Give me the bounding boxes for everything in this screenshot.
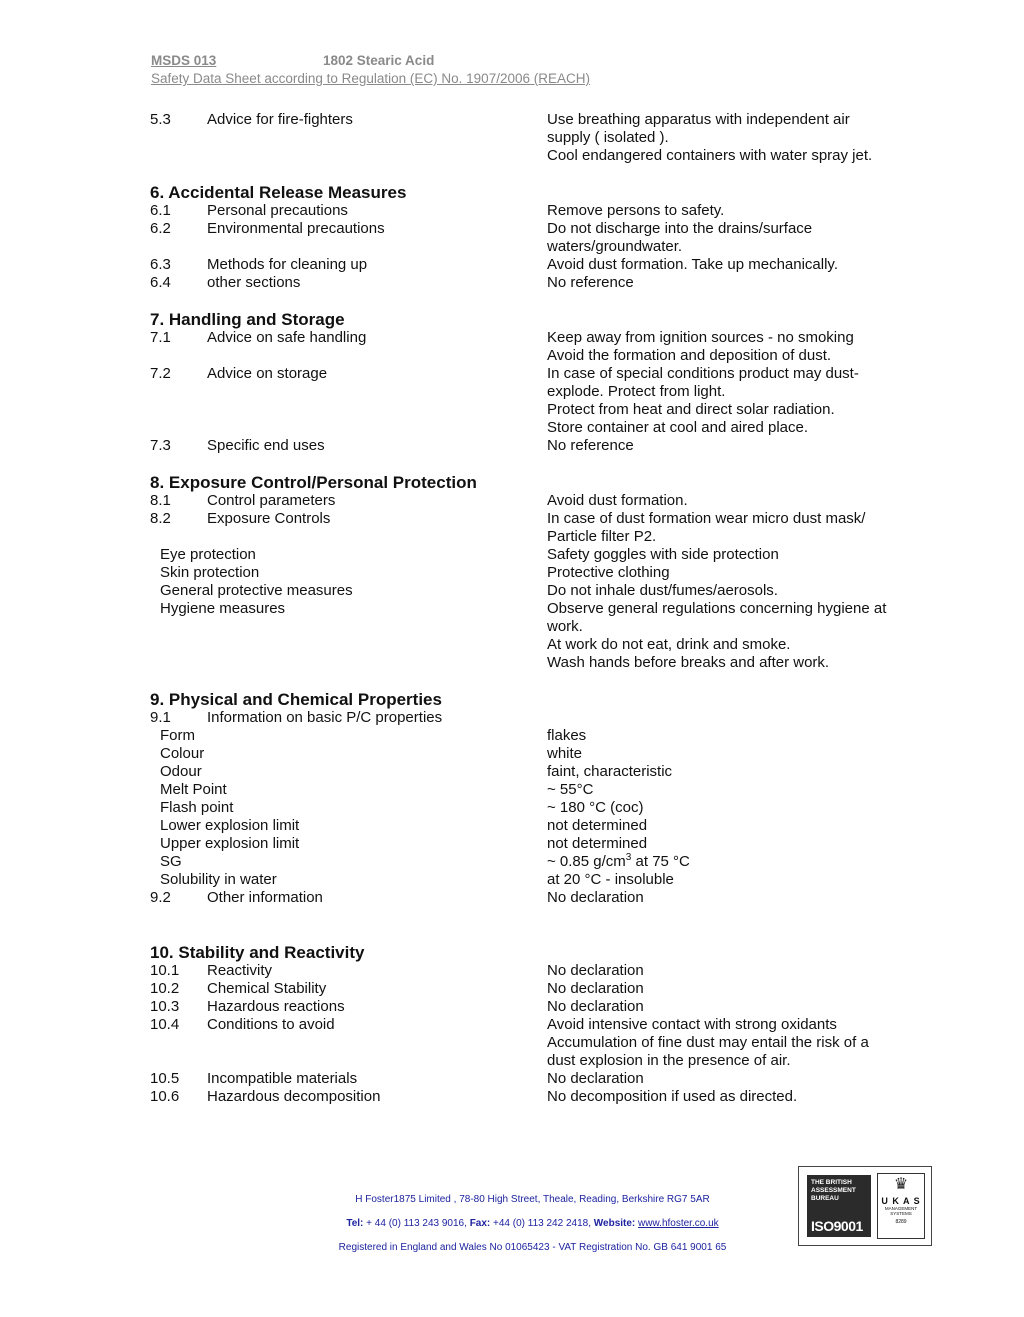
property-label: Colour bbox=[160, 745, 205, 762]
property-row bbox=[150, 799, 920, 817]
item-number: 8.2 bbox=[150, 510, 171, 527]
sds-content bbox=[150, 111, 920, 1124]
value-line: Avoid dust formation. Take up mechanically. bbox=[547, 256, 838, 273]
item-row bbox=[150, 600, 920, 672]
value-line: In case of special conditions product may dust- bbox=[547, 365, 859, 382]
item-row bbox=[150, 256, 920, 274]
bab-line: THE BRITISH bbox=[811, 1179, 852, 1186]
item-label: Exposure Controls bbox=[207, 510, 331, 527]
value-line: Accumulation of fine dust may entail the risk of a bbox=[547, 1034, 869, 1051]
value-line: Keep away from ignition sources - no smoking bbox=[547, 329, 854, 346]
item-row bbox=[150, 998, 920, 1016]
value-line: Safety goggles with side protection bbox=[547, 546, 779, 563]
item-number: 9.2 bbox=[150, 889, 171, 906]
item-value bbox=[547, 256, 920, 274]
item-number: 10.2 bbox=[150, 980, 180, 997]
item-label: Reactivity bbox=[207, 962, 273, 979]
item-row bbox=[150, 1088, 920, 1106]
value-post: at 75 °C bbox=[631, 853, 690, 870]
section-9 bbox=[150, 690, 920, 925]
registration-info: Registered in England and Wales No 01065423 - VAT Registration No. GB 641 9001 65 bbox=[338, 1242, 727, 1253]
item-value bbox=[547, 365, 920, 437]
value-line: No reference bbox=[547, 437, 634, 454]
ukas-logo bbox=[877, 1173, 925, 1239]
item-number: 6.3 bbox=[150, 256, 171, 273]
section-6 bbox=[150, 183, 920, 292]
bab-iso-logo bbox=[807, 1175, 871, 1237]
ukas-number: 8289 bbox=[895, 1219, 907, 1225]
crown-icon: ♛ bbox=[893, 1176, 909, 1193]
item-label: Other information bbox=[207, 889, 323, 906]
bab-line: BUREAU bbox=[811, 1195, 839, 1202]
fax-label: Fax: bbox=[469, 1218, 491, 1229]
item-row bbox=[150, 962, 920, 980]
ukas-sub: MANAGEMENT bbox=[884, 1206, 918, 1211]
value-line: Protective clothing bbox=[547, 564, 670, 581]
property-value: flakes bbox=[547, 727, 587, 744]
value-pre: ~ 0.85 g/cm bbox=[547, 853, 626, 870]
section-5 bbox=[150, 111, 920, 165]
value-line: Observe general regulations concerning hygiene at bbox=[547, 600, 887, 617]
item-label: Control parameters bbox=[207, 492, 336, 509]
property-value: ~ 55°C bbox=[547, 781, 594, 798]
value-line: No reference bbox=[547, 274, 634, 291]
value-line: waters/groundwater. bbox=[547, 238, 683, 255]
property-row bbox=[150, 763, 920, 781]
item-row bbox=[150, 202, 920, 220]
item-value bbox=[547, 600, 920, 672]
company-address: H Foster1875 Limited , 78-80 High Street, Theale, Reading, Berkshire RG7 5AR bbox=[355, 1194, 710, 1205]
item-number: 7.1 bbox=[150, 329, 171, 346]
item-label: Information on basic P/C properties bbox=[207, 709, 443, 726]
property-value: at 20 °C - insoluble bbox=[547, 871, 674, 888]
value-line: No declaration bbox=[547, 1070, 644, 1087]
item-value bbox=[547, 437, 920, 455]
certification-logo bbox=[798, 1166, 932, 1246]
item-number: 9.1 bbox=[150, 709, 171, 726]
property-row bbox=[150, 835, 920, 853]
item-number: 6.4 bbox=[150, 274, 171, 291]
item-number: 10.4 bbox=[150, 1016, 180, 1033]
fax-number: +44 (0) 113 242 2418, bbox=[490, 1218, 594, 1229]
section-10 bbox=[150, 943, 920, 1106]
property-value: faint, characteristic bbox=[547, 763, 673, 780]
website-link[interactable]: www.hfoster.co.uk bbox=[638, 1218, 719, 1229]
value-line: No declaration bbox=[547, 962, 644, 979]
item-row bbox=[150, 329, 920, 365]
section-title: 8. Exposure Control/Personal Protection bbox=[150, 473, 477, 492]
item-value bbox=[547, 962, 920, 980]
ukas-label: U K A S bbox=[881, 1196, 921, 1206]
tel-label: Tel: bbox=[346, 1218, 364, 1229]
property-label: Form bbox=[160, 727, 195, 744]
company-footer bbox=[300, 1188, 765, 1260]
section-title: 10. Stability and Reactivity bbox=[150, 943, 365, 962]
item-row bbox=[150, 546, 920, 564]
item-number: 5.3 bbox=[150, 111, 171, 128]
property-label: Melt Point bbox=[160, 781, 227, 798]
property-row bbox=[150, 709, 920, 727]
item-value bbox=[547, 1016, 920, 1070]
item-row bbox=[150, 365, 920, 437]
property-row bbox=[150, 817, 920, 835]
item-number: 7.2 bbox=[150, 365, 171, 382]
item-row bbox=[150, 1016, 920, 1070]
item-number: 6.1 bbox=[150, 202, 171, 219]
item-label: Personal precautions bbox=[207, 202, 348, 219]
value-line: Wash hands before breaks and after work. bbox=[547, 654, 830, 671]
property-value bbox=[547, 853, 920, 871]
item-label: Incompatible materials bbox=[207, 1070, 358, 1087]
property-row bbox=[150, 853, 920, 871]
value-line: Do not inhale dust/fumes/aerosols. bbox=[547, 582, 778, 599]
item-value bbox=[547, 582, 920, 600]
value-line: Avoid the formation and deposition of dust. bbox=[547, 347, 832, 364]
value-line: work. bbox=[547, 618, 583, 635]
property-row bbox=[150, 781, 920, 799]
ukas-sub: SYSTEMS bbox=[890, 1211, 912, 1216]
item-row bbox=[150, 564, 920, 582]
property-label: Odour bbox=[160, 763, 202, 780]
item-label: Specific end uses bbox=[207, 437, 325, 454]
item-value: No declaration bbox=[547, 889, 644, 906]
item-value bbox=[547, 546, 920, 564]
value-line: supply ( isolated ). bbox=[547, 129, 669, 146]
item-number: 10.5 bbox=[150, 1070, 180, 1087]
product-name: 1802 Stearic Acid bbox=[323, 53, 435, 68]
item-number: 10.3 bbox=[150, 998, 180, 1015]
item-value bbox=[547, 202, 920, 220]
value-line: In case of dust formation wear micro dust mask/ bbox=[547, 510, 866, 527]
doc-subtitle: Safety Data Sheet according to Regulation (EC) No. 1907/2006 (REACH) bbox=[151, 71, 590, 86]
item-value bbox=[547, 329, 920, 365]
item-label: Skin protection bbox=[160, 564, 260, 581]
item-label: Advice on storage bbox=[207, 365, 328, 382]
item-number: 7.3 bbox=[150, 437, 171, 454]
value-line: Use breathing apparatus with independent air bbox=[547, 111, 850, 128]
item-row bbox=[150, 220, 920, 256]
value-line: dust explosion in the presence of air. bbox=[547, 1052, 791, 1069]
doc-code: MSDS 013 bbox=[151, 53, 217, 68]
item-value bbox=[547, 564, 920, 582]
contact-line bbox=[300, 1212, 765, 1236]
property-value: white bbox=[547, 745, 583, 762]
item-value bbox=[547, 220, 920, 256]
value-line: Avoid dust formation. bbox=[547, 492, 688, 509]
item-row bbox=[150, 274, 920, 292]
item-row bbox=[150, 492, 920, 510]
item-value bbox=[547, 980, 920, 998]
item-row bbox=[150, 980, 920, 998]
item-row bbox=[150, 510, 920, 546]
property-row bbox=[150, 889, 920, 907]
item-label: Advice on safe handling bbox=[207, 329, 367, 346]
item-value bbox=[547, 492, 920, 510]
value-line: Particle filter P2. bbox=[547, 528, 657, 545]
property-value: ~ 180 °C (coc) bbox=[547, 799, 644, 816]
item-number: 10.1 bbox=[150, 962, 180, 979]
item-number: 6.2 bbox=[150, 220, 171, 237]
item-row bbox=[150, 437, 920, 455]
value-line: Cool endangered containers with water spray jet. bbox=[547, 147, 873, 164]
tel-number: + 44 (0) 113 243 9016, bbox=[363, 1218, 470, 1229]
value-line: Protect from heat and direct solar radiation. bbox=[547, 401, 835, 418]
item-value bbox=[547, 1088, 920, 1106]
property-label: Lower explosion limit bbox=[160, 817, 300, 834]
section-7 bbox=[150, 310, 920, 455]
item-value bbox=[547, 274, 920, 292]
item-value bbox=[547, 510, 920, 546]
value-line: At work do not eat, drink and smoke. bbox=[547, 636, 791, 653]
item-value bbox=[547, 111, 920, 165]
property-label: SG bbox=[160, 853, 182, 870]
item-label: Advice for fire-fighters bbox=[207, 111, 353, 128]
item-label: Conditions to avoid bbox=[207, 1016, 335, 1033]
property-label: Flash point bbox=[160, 799, 234, 816]
property-label: Solubility in water bbox=[160, 871, 277, 888]
item-label: Eye protection bbox=[160, 546, 256, 563]
value-line: explode. Protect from light. bbox=[547, 383, 726, 400]
iso-label: ISO9001 bbox=[811, 1218, 863, 1234]
value-line: No decomposition if used as directed. bbox=[547, 1088, 798, 1105]
document-header bbox=[151, 52, 590, 88]
value-line: Do not discharge into the drains/surface bbox=[547, 220, 813, 237]
item-row bbox=[150, 111, 920, 165]
item-label: General protective measures bbox=[160, 582, 353, 599]
value-line: Avoid intensive contact with strong oxidants bbox=[547, 1016, 837, 1033]
value-line: Remove persons to safety. bbox=[547, 202, 725, 219]
item-label: Methods for cleaning up bbox=[207, 256, 368, 273]
item-row bbox=[150, 582, 920, 600]
item-label: Hazardous reactions bbox=[207, 998, 345, 1015]
section-title: 9. Physical and Chemical Properties bbox=[150, 690, 442, 709]
property-value: not determined bbox=[547, 835, 648, 852]
item-label: Hazardous decomposition bbox=[207, 1088, 381, 1105]
item-label: Environmental precautions bbox=[207, 220, 385, 237]
property-label: Upper explosion limit bbox=[160, 835, 300, 852]
section-title: 6. Accidental Release Measures bbox=[150, 183, 407, 202]
section-title: 7. Handling and Storage bbox=[150, 310, 345, 329]
item-row bbox=[150, 1070, 920, 1088]
value-line: No declaration bbox=[547, 980, 644, 997]
property-row bbox=[150, 745, 920, 763]
item-label: Chemical Stability bbox=[207, 980, 327, 997]
property-value: not determined bbox=[547, 817, 648, 834]
bab-line: ASSESSMENT bbox=[811, 1187, 856, 1194]
section-8 bbox=[150, 473, 920, 672]
item-number: 8.1 bbox=[150, 492, 171, 509]
item-number: 10.6 bbox=[150, 1088, 180, 1105]
value-line: Store container at cool and aired place. bbox=[547, 419, 808, 436]
website-label: Website: bbox=[593, 1218, 636, 1229]
item-value bbox=[547, 998, 920, 1016]
value-sup: 3 bbox=[625, 852, 632, 863]
item-value bbox=[547, 1070, 920, 1088]
property-row bbox=[150, 727, 920, 745]
item-label: other sections bbox=[207, 274, 301, 291]
item-label: Hygiene measures bbox=[160, 600, 286, 617]
property-row bbox=[150, 871, 920, 889]
value-line: No declaration bbox=[547, 998, 644, 1015]
